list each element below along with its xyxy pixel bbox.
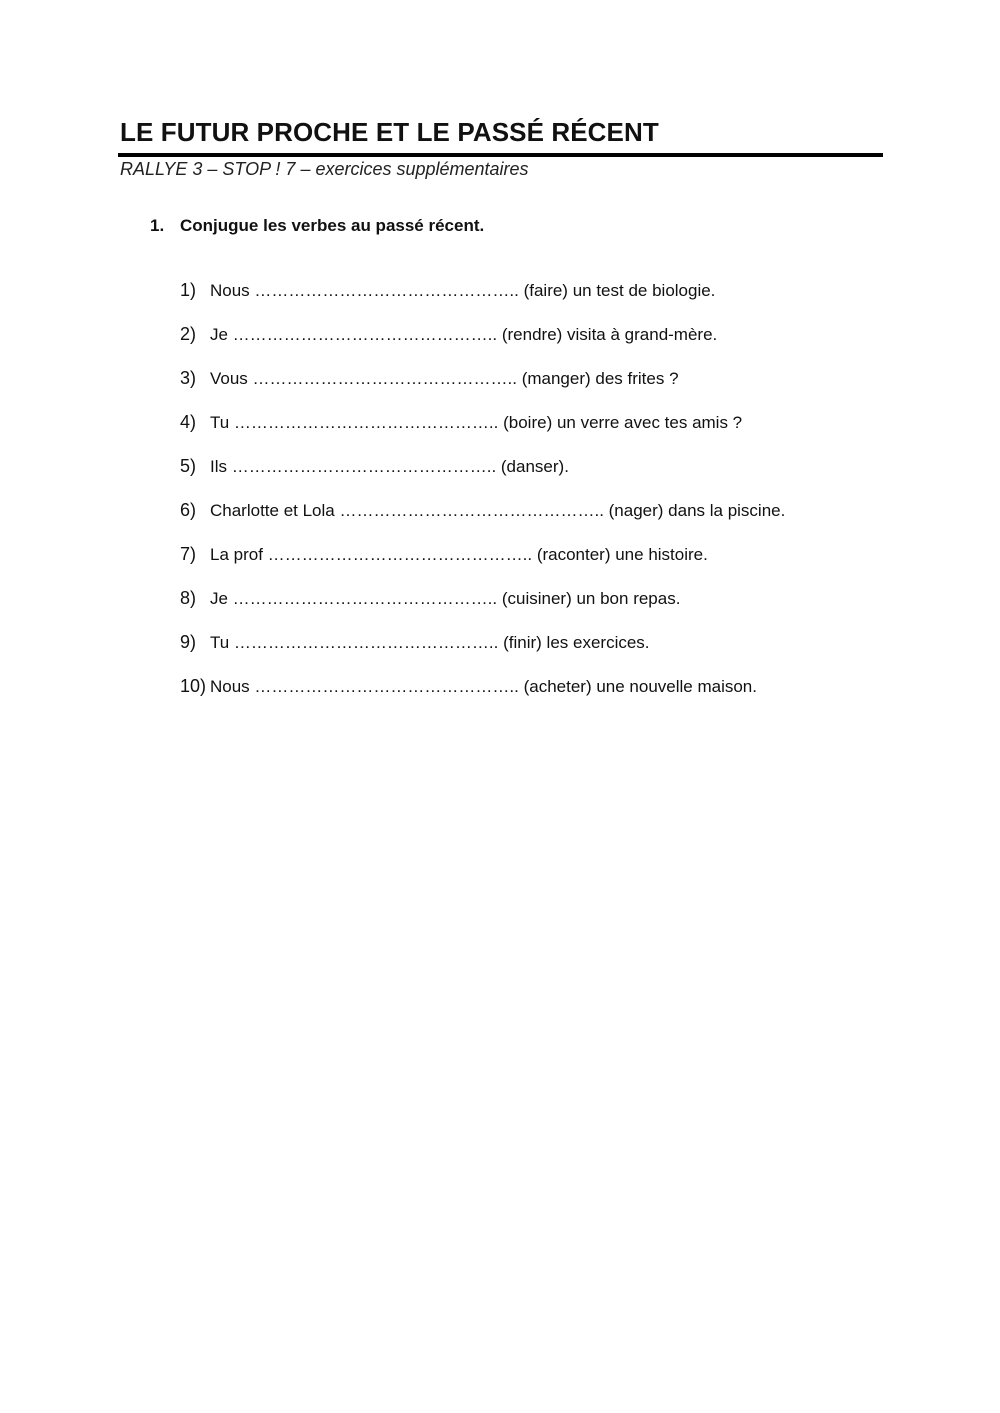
exercise-items-list [180, 278, 785, 718]
exercise-item [180, 586, 785, 630]
exercise-item [180, 278, 785, 322]
item-index: 8) [180, 588, 197, 608]
exercise-instruction: Conjugue les verbes au passé récent. [180, 216, 485, 235]
exercise-number: 1. [150, 216, 165, 235]
page-subtitle: RALLYE 3 – STOP ! 7 – exercices supplémentaires [120, 159, 529, 179]
item-text: Tu ……………………………………….. (boire) un verre avec tes amis ? [210, 413, 743, 432]
item-index: 9) [180, 632, 197, 652]
item-text: Je ……………………………………….. (rendre) visita à grand-mère. [210, 325, 718, 344]
exercise-item [180, 630, 785, 674]
item-index: 7) [180, 544, 197, 564]
exercise-item [180, 410, 785, 454]
item-index: 6) [180, 500, 197, 520]
item-index: 3) [180, 368, 197, 388]
item-index: 1) [180, 280, 197, 300]
item-text: Vous ……………………………………….. (manger) des frites ? [210, 369, 679, 388]
item-index: 10) [180, 676, 207, 696]
item-text: Charlotte et Lola ……………………………………….. (nager) dans la piscine. [210, 501, 786, 520]
exercise-heading [150, 216, 484, 236]
item-text: La prof ……………………………………….. (raconter) une histoire. [210, 545, 708, 564]
exercise-item [180, 674, 785, 718]
item-index: 4) [180, 412, 197, 432]
item-index: 2) [180, 324, 197, 344]
title-underline [118, 153, 883, 157]
item-text: Tu ……………………………………….. (finir) les exercices. [210, 633, 650, 652]
exercise-item [180, 542, 785, 586]
item-text: Ils ……………………………………….. (danser). [210, 457, 569, 476]
item-text: Je ……………………………………….. (cuisiner) un bon repas. [210, 589, 681, 608]
page-title: LE FUTUR PROCHE ET LE PASSÉ RÉCENT [120, 117, 659, 147]
item-text: Nous ……………………………………….. (acheter) une nouvelle maison. [210, 677, 757, 696]
item-index: 5) [180, 456, 197, 476]
item-text: Nous ……………………………………….. (faire) un test de biologie. [210, 281, 716, 300]
exercise-item [180, 322, 785, 366]
exercise-item [180, 498, 785, 542]
exercise-item [180, 454, 785, 498]
exercise-item [180, 366, 785, 410]
